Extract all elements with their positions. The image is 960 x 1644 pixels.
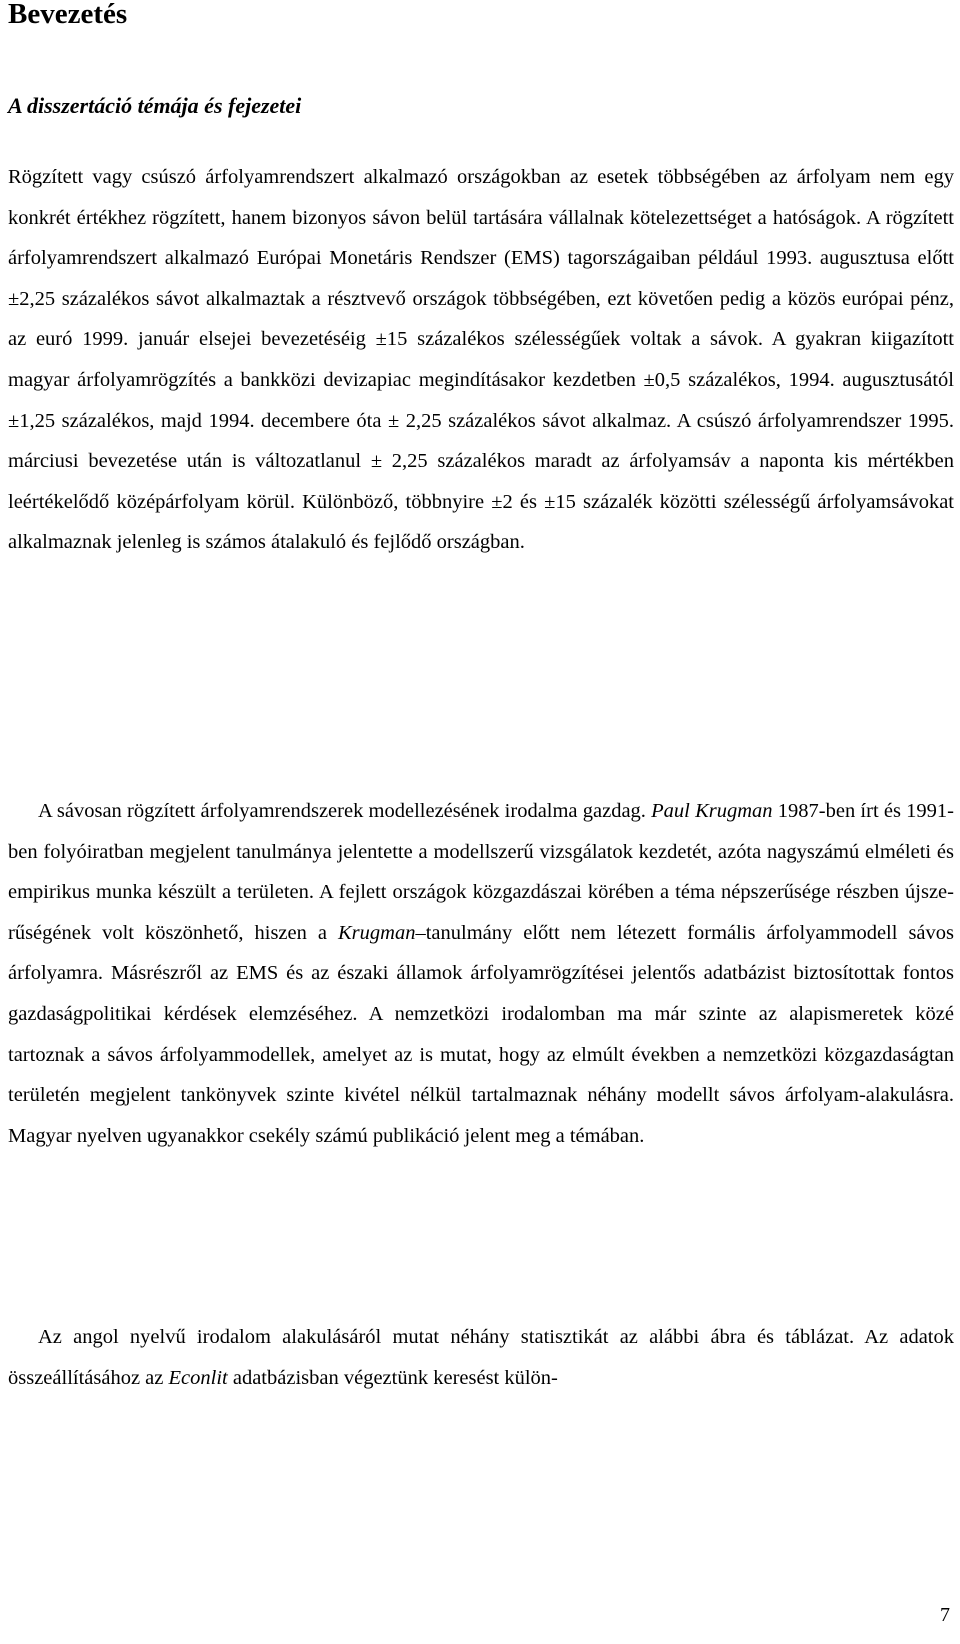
chapter-title: Bevezetés <box>8 0 128 30</box>
paragraph-3 <box>8 1317 954 1398</box>
italic-run: Krugman <box>338 921 416 944</box>
text-run: 1987-ben írt és 1991-ben folyóiratban megjelent tanulmánya jelentette a modellszerű vizsgálatok kezdetét, azóta nagyszámú elméleti és empirikus munka készült a területen. A fejlett országok közgazdászai körében a téma népszerűsége részben újszerűségének volt köszönhető, hiszen a <box>8 800 954 944</box>
paragraph-text <box>8 1317 954 1398</box>
italic-run: Econlit <box>168 1366 228 1389</box>
page-number: 7 <box>940 1604 950 1626</box>
paragraph-2 <box>8 791 954 1156</box>
text-run: –tanulmány előtt nem létezett formális árfolyammodell sávos árfolyamra. Másrészről az EMS és az északi államok árfolyamrögzítései jelentős adatbázist biztosítottak fontos gazdaságpolitikai kérdések elemzéséhez. A nemzetközi irodalomban ma már szinte az alapismeretek közé tartoznak a sávos árfolyammodellek, amelyet az is mutat, hogy az elmúlt években a nemzetközi közgazdaságtan területén megjelent tankönyvek szinte kivétel nélkül tartalmaznak néhány modellt sávos árfolyam-alakulásra. Magyar nyelven ugyanakkor csekély számú publikáció jelent meg a témában. <box>8 921 954 1147</box>
text-run: adatbázisban végeztünk keresést külön- <box>227 1366 558 1389</box>
section-title: A disszertáció témája és fejezetei <box>8 93 302 118</box>
text-run: Az angol nyelvű irodalom alakulásáról mutat néhány statisztikát az alábbi ábra és táblázat. Az adatok összeállításához az <box>8 1326 954 1389</box>
paragraph-1 <box>8 157 954 563</box>
paragraph-text <box>8 791 954 1156</box>
italic-run: Paul Krugman <box>651 800 773 822</box>
text-run: Rögzített vagy csúszó árfolyamrendszert alkalmazó országokban az esetek többségében az árfolyam nem egy konkrét értékhez rögzített, hanem bizonyos sávon belül tartására vállalnak kötelezettséget a hatóságok. A rögzített árfolyamrendszert alkalmazó Európai Monetáris Rendszer (EMS) tagországaiban például 1993. augusztusa előtt ±2,25 százalékos sávot alkalmaztak a résztvevő országok többségében, ezt követően pedig a közös európai pénz, az euró 1999. január elsejei bevezetéséig ±15 százalékos szélességűek voltak a sávok. A gyakran kiigazított magyar árfolyamrögzítés a bankközi devizapiac megindításakor kezdetben ±0,5 százalékos, 1994. augusztusától ±1,25 százalékos, majd 1994. decembere óta ± 2,25 százalékos sávot alkalmaz. A csúszó árfolyamrendszer 1995. márciusi bevezetése után is változatlanul ± 2,25 százalékos maradt az árfolyamsáv a naponta kis mértékben leértékelődő középárfolyam körül. Különböző, többnyire ±2 és ±15 százalék közötti szélességű árfolyamsávokat alkalmaznak jelenleg is számos átalakuló és fejlődő országban. <box>8 166 954 554</box>
text-run: A sávosan rögzített árfolyamrendszerek modellezésének irodalma gazdag. <box>38 800 652 822</box>
paragraph-text <box>8 157 954 563</box>
